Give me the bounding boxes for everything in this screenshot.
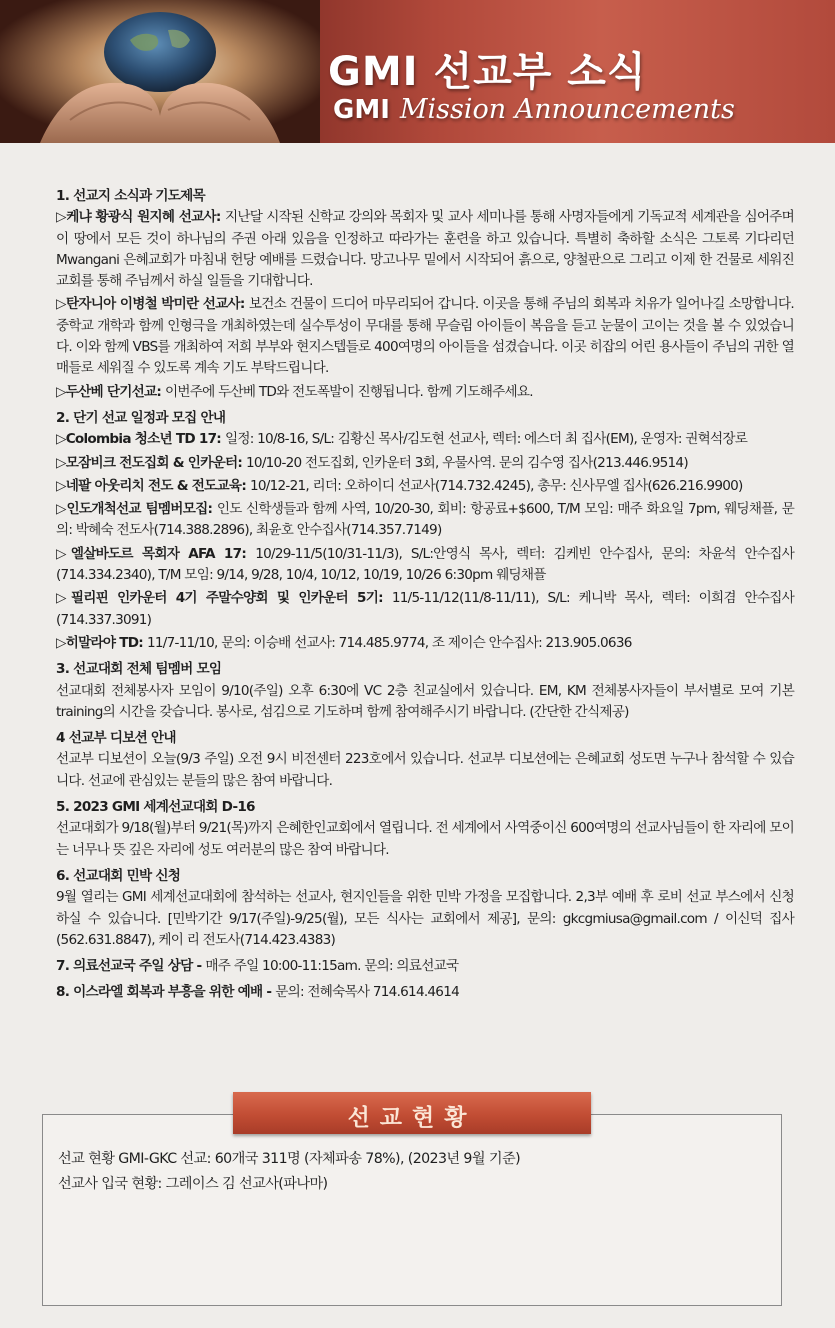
page-subtitle — [333, 94, 735, 125]
section-2-item-nepal: ▷네팔 아웃리치 전도 & 전도교육: 10/12-21, 리더: 오하이디 선교사(714.732.4245), 총무: 신사무엘 집사(626.216.9900) — [56, 477, 743, 494]
announcements-body — [56, 186, 794, 1009]
section-3-text: 선교대회 전체봉사자 모임이 9/10(주일) 오후 6:30에 VC 2층 친교실에서 있습니다. EM, KM 전체봉사자들이 부서별로 모여 기본 training의 시간을 갖습니다. 봉사로, 섬김으로 기도하며 함께 참여해주시기 바랍니다. (간단한 간식제공) — [56, 682, 794, 720]
subtitle-gmi: GMI — [333, 95, 390, 125]
section-2-item-mozambique: ▷모잠비크 전도집회 & 인카운터: 10/10-20 전도집회, 인카운터 3회, 우물사역. 문의 김수영 집사(213.446.9514) — [56, 454, 688, 471]
status-line-1: 선교 현황 GMI-GKC 선교: 60개국 311명 (자체파송 78%), (2023년 9월 기준) — [58, 1151, 521, 1167]
section-2-heading: 2. 단기 선교 일정과 모집 안내 — [56, 409, 226, 426]
section-8 — [56, 982, 794, 1003]
mission-status-tab — [233, 1092, 591, 1134]
section-1-item-dushanbe: ▷두산베 단기선교: 이번주에 두산베 TD와 전도폭발이 진행됩니다. 함께 기도해주세요. — [56, 383, 533, 400]
section-5-text: 선교대회가 9/18(월)부터 9/21(목)까지 은혜한인교회에서 열립니다. 전 세계에서 사역중이신 600여명의 선교사님들이 한 자리에 모이는 너무나 뜻 깊은 자리에 성도 여러분의 많은 참여 바랍니다. — [56, 820, 794, 858]
hands-holding-globe-image — [0, 0, 320, 143]
section-2-item-india: ▷인도개척선교 팀멤버모집: 인도 신학생들과 함께 사역, 10/20-30, 회비: 항공료+$600, T/M 모임: 매주 화요일 7pm, 웨딩채플, 문의: 박혜숙 전도사(714.388.2896), 최윤호 안수집사(714.357.7149) — [56, 501, 794, 539]
section-4-heading: 4 선교부 디보션 안내 — [56, 730, 176, 747]
section-6-heading: 6. 선교대회 민박 신청 — [56, 867, 181, 884]
section-2-item-el-salvador: ▷엘살바도르 목회자 AFA 17: 10/29-11/5(10/31-11/3), S/L:안영식 목사, 렉터: 김케빈 안수집사, 문의: 차윤석 안수집사(714.334.2340), T/M 모임: 9/14, 9/28, 10/4, 10/12, 10/19, 10/26 6:30pm 웨딩채플 — [56, 545, 794, 584]
header-banner — [0, 0, 835, 143]
page-title: GMI 선교부 소식 — [328, 49, 647, 95]
section-3-heading: 3. 선교대회 전체 팀멤버 모임 — [56, 661, 222, 678]
subtitle-script: Mission Announcements — [399, 94, 735, 125]
mission-status-box — [42, 1114, 782, 1306]
section-1-item-tanzania: ▷탄자니아 이병철 박미란 선교사: 보건소 건물이 드디어 마무리되어 갑니다. 이곳을 통해 주님의 회복과 치유가 일어나길 소망합니다. 중학교 개학과 함께 인형극을 개최하였는데 실수투성이 무대를 통해 무슬림 아이들이 복음을 듣고 눈물이 고이는 것을 볼 수 있었습니다. 이와 함께 VBS를 개최하여 저희 부부와 현지스텝들로 400여명의 아이들을 섬겼습니다. 이곳 히잡의 어린 용사들이 주님의 귀한 열매들로 세워질 수 있도록 계속 기도 부탁드립니다. — [56, 296, 795, 377]
section-6-text: 9월 열리는 GMI 세계선교대회에 참석하는 선교사, 현지인들을 위한 민박 가정을 모집합니다. 2,3부 예배 후 로비 선교 부스에서 신청하실 수 있습니다. [민박기간 9/17(주일)-9/25(월), 모든 식사는 교회에서 제공], 문의: gkcgmiusa@gmail.com / 이신덕 집사 (562.631.8847), 케이 리 전도사(714.423.4383) — [56, 889, 794, 948]
section-8-heading: 8. 이스라엘 회복과 부흥을 위한 예배 - — [56, 984, 276, 1001]
section-2-item-colombia: ▷Colombia 청소년 TD 17: 일정: 10/8-16, S/L: 김황신 목사/김도현 선교사, 렉터: 에스더 최 집사(EM), 운영자: 권혁석장로 — [56, 431, 748, 448]
section-7-heading: 7. 의료선교국 주일 상담 - — [56, 958, 206, 975]
section-5-heading: 5. 2023 GMI 세계선교대회 D-16 — [56, 799, 255, 816]
section-7-text: 매주 주일 10:00-11:15am. 문의: 의료선교국 — [205, 958, 459, 975]
mission-status-title: 선교현황 — [347, 1104, 477, 1131]
mission-status-lines — [58, 1147, 778, 1197]
section-8-text: 문의: 전혜숙목사 714.614.4614 — [275, 984, 460, 1001]
section-1-item-kenya: ▷케냐 황광식 원지혜 선교사: 지난달 시작된 신학교 강의와 목회자 및 교사 세미나를 통해 사명자들에게 기독교적 세계관을 심어주며 이 땅에서 모든 것이 하나님의 주권 아래 있음을 인정하고 따라가는 훈련을 하고 있습니다. 특별히 축하할 소식은 그토록 기다리던 Mwangani 은혜교회가 마침내 헌당 예배를 드렸습니다. 망고나무 밑에서 시작되어 흙으로, 양철판으로 그리고 이제 한 건물로 세워진 교회를 통해 주님께서 하실 일들을 기대합니다. — [56, 209, 794, 290]
section-7 — [56, 956, 794, 977]
section-4-text: 선교부 디보션이 오늘(9/3 주일) 오전 9시 비전센터 223호에서 있습니다. 선교부 디보션에는 은혜교회 성도면 누구나 참석할 수 있습니다. 선교에 관심있는 분들의 많은 참여 바랍니다. — [56, 751, 794, 789]
section-1-heading: 1. 선교지 소식과 기도제목 — [56, 188, 205, 204]
section-2-item-philippines: ▷필리핀 인카운터 4기 주말수양회 및 인카운터 5기: 11/5-11/12(11/8-11/11), S/L: 케니박 목사, 렉터: 이희겸 안수집사(714.337.3091) — [56, 590, 794, 628]
section-2-item-himalaya: ▷히말라야 TD: 11/7-11/10, 문의: 이승배 선교사: 714.485.9774, 조 제이슨 안수집사: 213.905.0636 — [56, 634, 632, 651]
status-line-2: 선교사 입국 현황: 그레이스 김 선교사(파나마) — [58, 1176, 328, 1192]
